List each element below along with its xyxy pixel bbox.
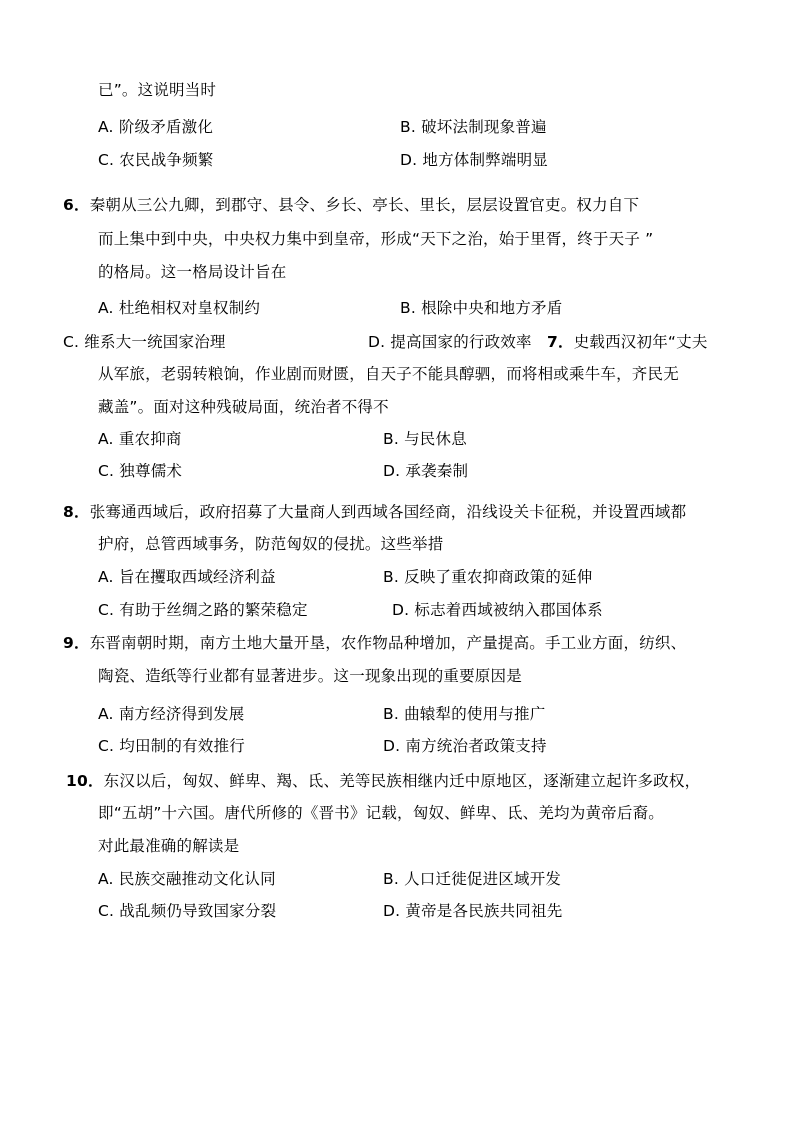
option-text: 根除中央和地方矛盾 xyxy=(421,299,563,317)
q8-stem-line-2: 护府，总管西域事务，防范匈奴的侵扰。这些举措 xyxy=(98,535,444,553)
option-letter: A. xyxy=(98,705,114,723)
option-letter: A. xyxy=(98,118,114,136)
q8-option-b[interactable] xyxy=(383,567,593,587)
q5-option-d[interactable] xyxy=(400,150,548,170)
option-text: 维系大一统国家治理 xyxy=(84,333,226,351)
q10-option-a[interactable] xyxy=(98,869,276,889)
option-text: 标志着西域被纳入郡国体系 xyxy=(414,601,603,619)
q6-stem-line-2: 而上集中到中央，中央权力集中到皇帝，形成“天下之治，始于里胥，终于天子 ” xyxy=(98,230,654,248)
option-text: 农民战争频繁 xyxy=(119,151,214,169)
option-letter: D. xyxy=(368,333,386,351)
q7-option-a[interactable] xyxy=(98,429,182,449)
q9-option-b[interactable] xyxy=(383,704,545,724)
option-letter: C. xyxy=(63,333,80,351)
option-letter: C. xyxy=(98,601,115,619)
option-text: 人口迁徙促进区域开发 xyxy=(404,870,562,888)
q5-option-a[interactable] xyxy=(98,117,213,137)
option-text: 杜绝相权对皇权制约 xyxy=(118,299,261,317)
q9-stem-line-2: 陶瓷、造纸等行业都有显著进步。这一现象出现的重要原因是 xyxy=(98,667,522,685)
option-text: 破坏法制现象普遍 xyxy=(421,118,547,136)
option-text: 战乱频仍导致国家分裂 xyxy=(119,902,277,920)
option-text: 黄帝是各民族共同祖先 xyxy=(405,902,563,920)
option-text: 反映了重农抑商政策的延伸 xyxy=(404,568,593,586)
option-text: 有助于丝绸之路的繁荣稳定 xyxy=(119,601,308,619)
option-text: 承袭秦制 xyxy=(405,462,469,480)
option-letter: B. xyxy=(383,568,399,586)
option-text: 旨在攫取西域经济利益 xyxy=(118,568,276,586)
q7-stem-first: 7．史载西汉初年“丈夫 xyxy=(547,333,708,351)
q9-option-a[interactable] xyxy=(98,704,244,724)
q7-stem-line-2: 从军旅，老弱转粮饷，作业剧而财匮，自天子不能具醇驷，而将相或乘牛车，齐民无 xyxy=(98,365,679,383)
option-letter: A. xyxy=(98,299,114,317)
option-letter: D. xyxy=(383,737,401,755)
q7-stem-line-3: 藏盖”。面对这种残破局面，统治者不得不 xyxy=(98,398,389,416)
q6-option-b[interactable] xyxy=(400,298,562,318)
q9-option-d[interactable] xyxy=(383,736,547,756)
q6-option-c[interactable] xyxy=(63,332,226,352)
option-text: 南方经济得到发展 xyxy=(118,705,245,723)
option-letter: C. xyxy=(98,737,115,755)
option-letter: A. xyxy=(98,430,114,448)
option-letter: D. xyxy=(392,601,410,619)
q10-stem-line-3: 对此最准确的解读是 xyxy=(98,837,240,855)
q7-option-b[interactable] xyxy=(383,429,467,449)
option-text: 均田制的有效推行 xyxy=(119,737,245,755)
q10-stem-line-2: 即“五胡”十六国。唐代所修的《晋书》记载，匈奴、鲜卑、氐、羌均为黄帝后裔。 xyxy=(98,804,664,822)
option-text: 阶级矛盾激化 xyxy=(118,118,214,136)
q5-stem-tail: 已”。这说明当时 xyxy=(98,81,217,99)
option-letter: A. xyxy=(98,568,114,586)
question-number: 10． xyxy=(66,772,104,790)
option-letter: D. xyxy=(383,902,401,920)
option-letter: D. xyxy=(383,462,401,480)
question-number: 6． xyxy=(63,196,90,214)
question-number: 8． xyxy=(63,503,90,521)
q10-option-c[interactable] xyxy=(98,901,276,921)
option-letter: B. xyxy=(383,430,399,448)
q10-option-d[interactable] xyxy=(383,901,562,921)
option-letter: B. xyxy=(400,118,416,136)
q6-stem-line-3: 的格局。这一格局设计旨在 xyxy=(98,263,287,281)
q9-stem-line-1: 9．东晋南朝时期，南方土地大量开垦，农作物品种增加，产量提高。手工业方面，纺织、 xyxy=(63,634,687,652)
q8-option-c[interactable] xyxy=(98,600,308,620)
option-letter: C. xyxy=(98,151,115,169)
option-text: 重农抑商 xyxy=(118,430,182,448)
q10-option-b[interactable] xyxy=(383,869,561,889)
q8-stem-line-1: 8．张骞通西域后，政府招募了大量商人到西域各国经商，沿线设关卡征税，并设置西域都 xyxy=(63,503,687,521)
option-text: 与民休息 xyxy=(404,430,467,448)
option-letter: D. xyxy=(400,151,418,169)
option-text: 民族交融推动文化认同 xyxy=(118,870,276,888)
option-text: 提高国家的行政效率 xyxy=(390,333,532,351)
option-text: 南方统治者政策支持 xyxy=(405,737,547,755)
q8-option-d[interactable] xyxy=(392,600,603,620)
q7-option-c[interactable] xyxy=(98,461,182,481)
q6-option-d[interactable] xyxy=(368,332,532,352)
q7-option-d[interactable] xyxy=(383,461,468,481)
option-text: 曲辕犁的使用与推广 xyxy=(404,705,546,723)
option-letter: C. xyxy=(98,902,115,920)
option-letter: C. xyxy=(98,462,115,480)
option-letter: B. xyxy=(383,870,399,888)
question-number: 7． xyxy=(547,333,574,351)
q6-option-a[interactable] xyxy=(98,298,260,318)
option-letter: B. xyxy=(400,299,416,317)
option-text: 独尊儒术 xyxy=(119,462,183,480)
q8-option-a[interactable] xyxy=(98,567,276,587)
q5-option-c[interactable] xyxy=(98,150,214,170)
option-text: 地方体制弊端明显 xyxy=(422,151,549,169)
option-letter: B. xyxy=(383,705,399,723)
q6-stem-line-1: 6．秦朝从三公九卿，到郡守、县令、乡长、亭长、里长，层层设置官吏。权力自下 xyxy=(63,196,640,214)
q9-option-c[interactable] xyxy=(98,736,245,756)
q5-option-b[interactable] xyxy=(400,117,547,137)
question-number: 9． xyxy=(63,634,90,652)
option-letter: A. xyxy=(98,870,114,888)
q10-stem-line-1: 10．东汉以后，匈奴、鲜卑、羯、氐、羌等民族相继内迁中原地区，逐渐建立起许多政权， xyxy=(66,772,701,790)
